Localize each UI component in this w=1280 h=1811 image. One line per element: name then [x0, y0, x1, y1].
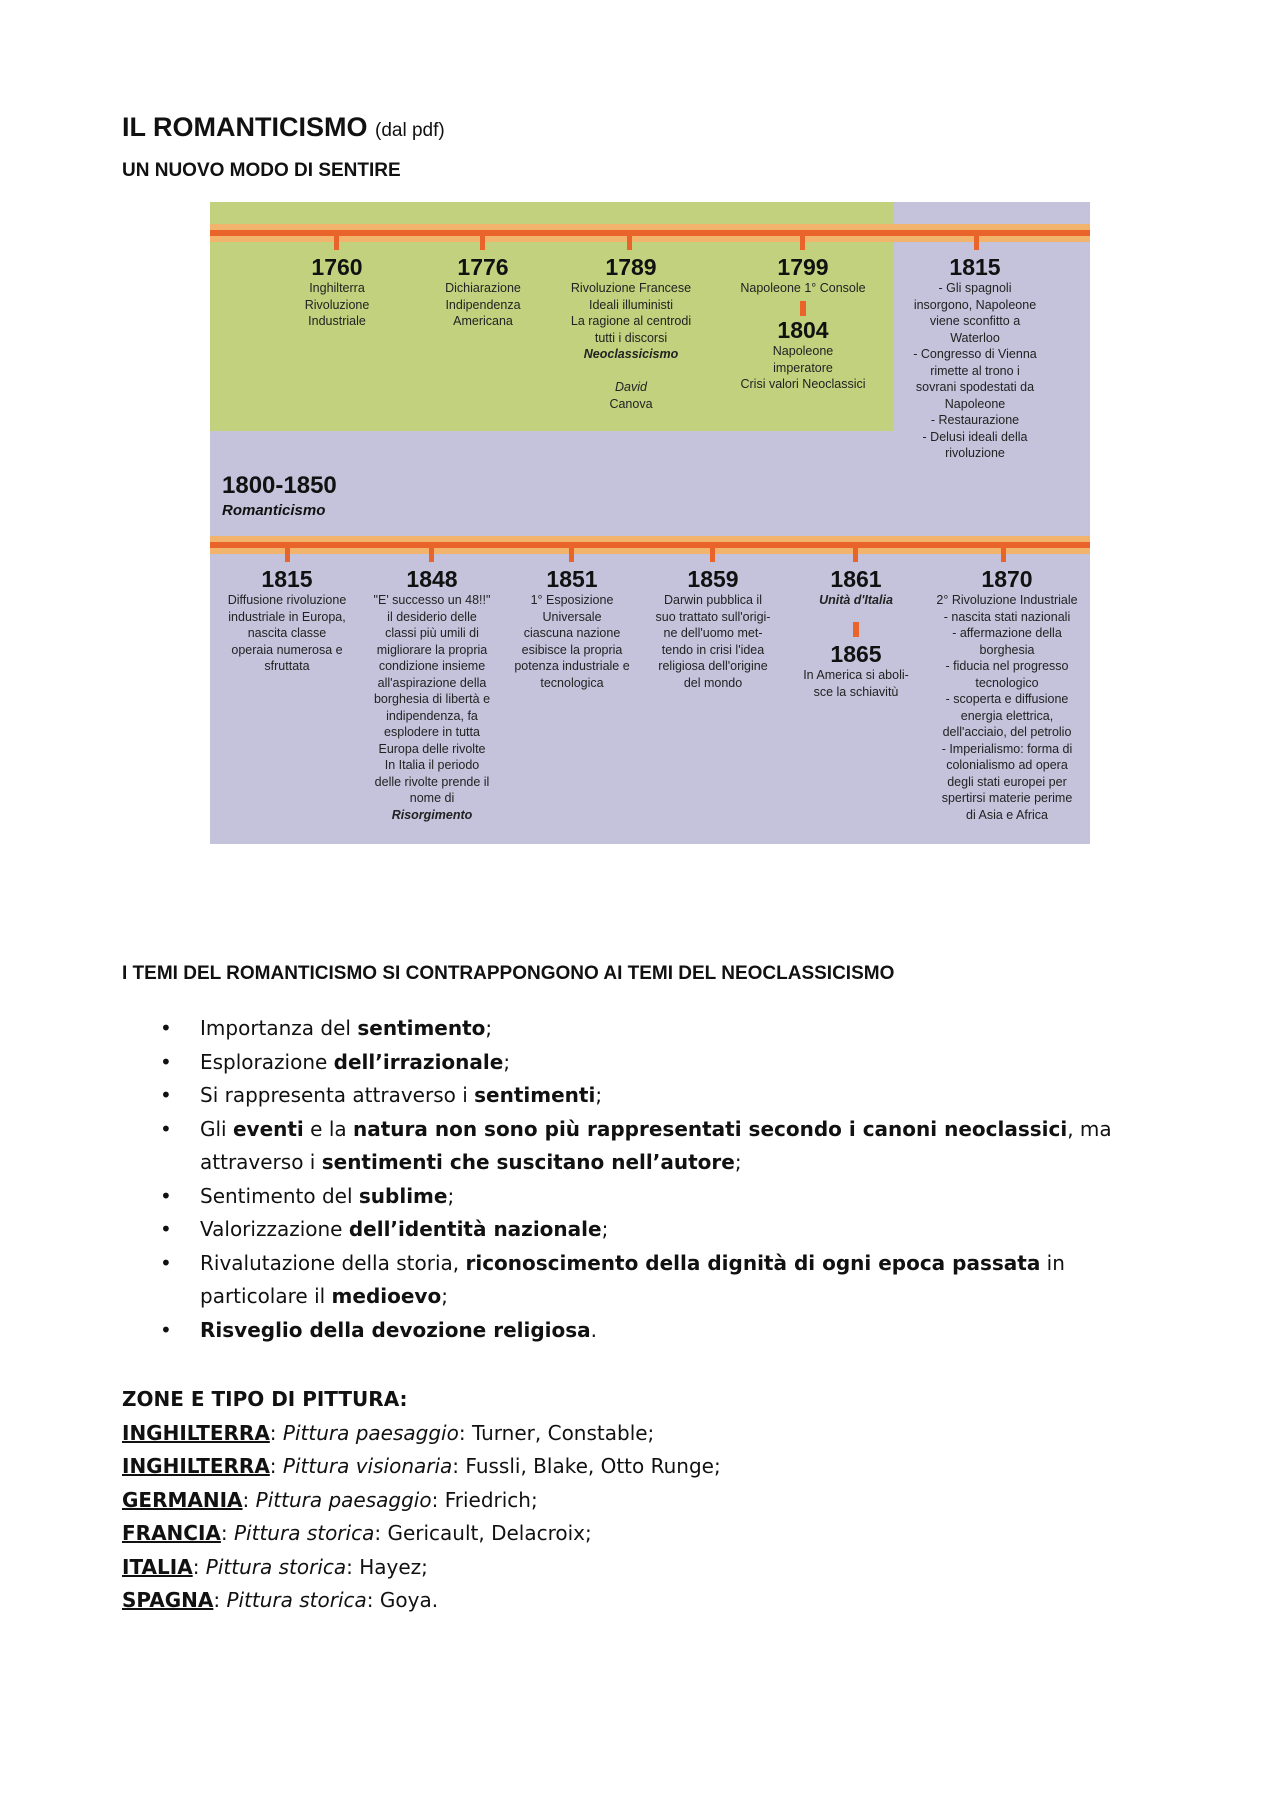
timeline-band-bottom — [210, 536, 1090, 554]
theme-item: • Esplorazione dell’irrazionale; — [160, 1046, 1160, 1080]
title-note: (dal pdf) — [375, 120, 445, 141]
timeline-event: 1859 Darwin pubblica il suo trattato sull'origi- ne dell'uomo met- tendo in crisi l'idea religiosa dell'origine del mondo — [655, 566, 771, 690]
theme-item: • Importanza del sentimento; — [160, 1012, 1160, 1046]
theme-item: • Valorizzazione dell’identità nazionale; — [160, 1213, 1160, 1247]
tick — [853, 622, 859, 637]
timeline-event: 1799 Napoleone 1° Console — [740, 254, 866, 295]
tick — [1001, 548, 1006, 562]
timeline-event: 1870 2° Rivoluzione Industriale - nascita stati nazionali - affermazione della borghesia - fiducia nel progresso tecnologico - scoperta e diffusione energia elettrica, dell'acciaio, del petrolio - Imperialismo: forma di colonialismo ad opera degli stati europei per spertirsi materie perime di Asia e Africa — [936, 566, 1078, 822]
tick — [974, 236, 979, 250]
timeline-event: 1789 Rivoluzione Francese Ideali illuministi La ragione al centrodi tutti i discorsi Neoclassicismo David Canova — [570, 254, 692, 411]
timeline-event: 1865 In America si aboli- sce la schiavitù — [803, 641, 909, 699]
era-label: 1800-1850 Romanticismo — [222, 472, 337, 519]
tick — [627, 236, 632, 250]
timeline-event: 1861 Unità d'Italia — [819, 566, 893, 607]
zone-row: SPAGNA: Pittura storica: Goya. — [122, 1588, 439, 1612]
title-text: IL ROMANTICISMO — [122, 112, 368, 142]
timeline-event: 1760 Inghilterra Rivoluzione Industriale — [304, 254, 370, 328]
zone-row: ITALIA: Pittura storica: Hayez; — [122, 1554, 428, 1579]
timeline-event: 1815 Diffusione rivoluzione industriale in Europa, nascita classe operaia numerosa e sfruttata — [227, 566, 347, 673]
subtitle: UN NUOVO MODO DI SENTIRE — [122, 160, 401, 181]
themes-heading: I TEMI DEL ROMANTICISMO SI CONTRAPPONGONO AI TEMI DEL NEOCLASSICISMO — [122, 963, 895, 984]
tick — [285, 548, 290, 562]
tick — [334, 236, 339, 250]
theme-item: • Risveglio della devozione religiosa. — [160, 1314, 1160, 1348]
timeline-event: 1776 Dichiarazione Indipendenza Americana — [445, 254, 521, 328]
zone-row: INGHILTERRA: Pittura paesaggio: Turner, Constable; — [122, 1420, 655, 1445]
theme-item: • Rivalutazione della storia, riconoscimento della dignità di ogni epoca passata in particolare il medioevo; — [160, 1247, 1160, 1314]
timeline-figure — [210, 202, 1090, 844]
tick — [480, 236, 485, 250]
timeline-band-top — [210, 224, 1090, 242]
zone-row: GERMANIA: Pittura paesaggio: Friedrich; — [122, 1487, 538, 1512]
page-title — [122, 112, 445, 143]
timeline-event: 1851 1° Esposizione Universale ciascuna nazione esibisce la propria potenza industriale e tecnologica — [514, 566, 630, 690]
zone-row: FRANCIA: Pittura storica: Gericault, Delacroix; — [122, 1521, 592, 1545]
tick — [569, 548, 574, 562]
zones-heading: ZONE E TIPO DI PITTURA: — [122, 1387, 408, 1411]
tick — [800, 301, 806, 316]
tick — [710, 548, 715, 562]
timeline-event: 1804 Napoleone imperatore Crisi valori Neoclassici — [740, 317, 866, 391]
themes-list — [160, 1012, 1160, 1347]
tick — [800, 236, 805, 250]
theme-item: • Sentimento del sublime; — [160, 1180, 1160, 1214]
theme-item: • Gli eventi e la natura non sono più rappresentati secondo i canoni neoclassici, ma attraverso i sentimenti che suscitano nell’autore; — [160, 1113, 1160, 1180]
timeline-event: 1848 "E' successo un 48!!" il desiderio delle classi più umili di migliorare la propria condizione insieme all'aspirazione della borghesia di libertà e indipendenza, fa esplodere in tutta Europa delle rivolte In Italia il periodo delle rivolte prende il nome di Risorgimento — [373, 566, 491, 822]
tick — [429, 548, 434, 562]
zone-row: INGHILTERRA: Pittura visionaria: Fussli, Blake, Otto Runge; — [122, 1454, 721, 1478]
zones-section — [122, 1383, 721, 1618]
tick — [853, 548, 858, 562]
timeline-event: 1815 - Gli spagnoli insorgono, Napoleone viene sconfitto a Waterloo - Congresso di Vienna rimette al trono i sovrani spodestati da Napoleone - Restaurazione - Delusi ideali della rivoluzione — [913, 254, 1037, 460]
theme-item: • Si rappresenta attraverso i sentimenti; — [160, 1079, 1160, 1113]
